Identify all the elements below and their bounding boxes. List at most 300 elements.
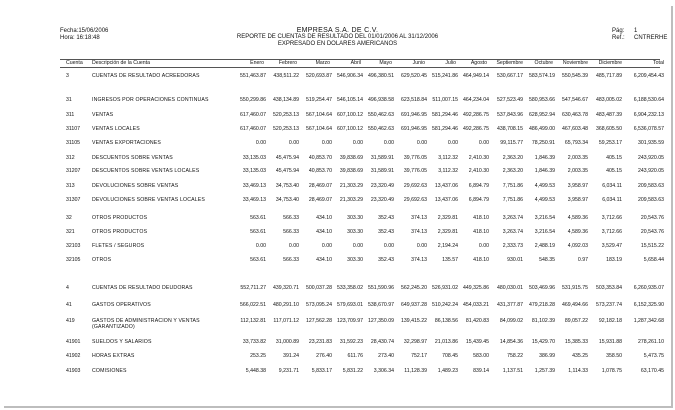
amount-diciembre: 485,717.89 [596, 73, 622, 79]
amount-septiembre: 438,708.15 [497, 126, 523, 132]
amount-abril: 31,592.23 [339, 339, 363, 345]
amount-total: 63,170.45 [640, 368, 664, 374]
amount-octubre: 3,216.54 [534, 229, 555, 235]
account-description: CUENTAS DE RESULTADO DEUDORAS [92, 285, 193, 291]
amount-marzo: 127,562.28 [306, 318, 332, 324]
amount-octubre: 81,102.39 [531, 318, 555, 324]
account-description: SUELDOS Y SALARIOS [92, 339, 152, 345]
amount-marzo: 434.10 [316, 229, 332, 235]
amount-febrero: 34,753.40 [275, 197, 299, 203]
col-header-total: Total [653, 60, 664, 66]
amount-febrero: 45,475.94 [275, 168, 299, 174]
amount-total: 20,543.76 [640, 229, 664, 235]
amount-mayo: 23,320.49 [370, 197, 394, 203]
amount-junio: 29,692.63 [403, 197, 427, 203]
amount-mayo: 0.00 [383, 140, 394, 146]
amount-total: 5,473.75 [643, 353, 664, 359]
amount-agosto: 2,410.30 [468, 168, 489, 174]
amount-agosto: 418.10 [473, 257, 489, 263]
amount-octubre: 486,499.00 [529, 126, 555, 132]
amount-diciembre: 1,078.75 [601, 368, 622, 374]
amount-total: 6,209,454.43 [633, 73, 664, 79]
amount-marzo: 573,095.24 [306, 302, 332, 308]
amount-septiembre: 99,115.77 [500, 140, 523, 146]
account-code: 41902 [66, 353, 81, 359]
amount-mayo: 28,430.74 [370, 339, 394, 345]
amount-mayo: 3,306.34 [373, 368, 394, 374]
amount-marzo: 567,104.64 [306, 126, 332, 132]
amount-febrero: 9,231.71 [278, 368, 299, 374]
amount-enero: 253.25 [250, 353, 266, 359]
amount-abril: 39,838.69 [339, 155, 363, 161]
amount-septiembre: 930.01 [507, 257, 523, 263]
amount-diciembre: 3,712.66 [601, 215, 622, 221]
amount-agosto: 15,439.45 [465, 339, 489, 345]
account-description: GASTOS DE ADMINISTRACION Y VENTAS (GARANTIZADO) [92, 318, 200, 330]
amount-junio: 629,520.45 [401, 73, 427, 79]
amount-octubre: 1,257.39 [534, 368, 555, 374]
amount-octubre: 503,469.96 [529, 285, 555, 291]
amount-diciembre: 92,182.18 [598, 318, 622, 324]
account-code: 41901 [66, 339, 81, 345]
amount-total: 6,152,325.90 [633, 302, 664, 308]
amount-diciembre: 573,237.74 [596, 302, 622, 308]
amount-agosto: 418.10 [473, 229, 489, 235]
col-header-julio: Julio [445, 60, 456, 66]
amount-diciembre: 6,034.11 [602, 197, 622, 203]
amount-noviembre: 3,958.97 [567, 183, 588, 189]
amount-noviembre: 15,385.33 [564, 339, 588, 345]
amount-noviembre: 1,114.33 [568, 368, 588, 374]
amount-julio: 13,437.06 [434, 183, 458, 189]
amount-noviembre: 3,958.97 [567, 197, 588, 203]
amount-junio: 11,128.39 [404, 368, 427, 374]
amount-total: 1,287,342.68 [633, 318, 664, 324]
amount-julio: 13,437.06 [434, 197, 458, 203]
amount-marzo: 567,104.64 [306, 112, 332, 118]
account-description: OTROS PRODUCTOS [92, 229, 148, 235]
amount-abril: 303.30 [347, 229, 363, 235]
amount-noviembre: 630,463.78 [562, 112, 588, 118]
account-code: 41903 [66, 368, 81, 374]
amount-septiembre: 14,854.36 [499, 339, 523, 345]
amount-julio: 0.00 [447, 140, 458, 146]
amount-febrero: 566.33 [283, 215, 299, 221]
amount-diciembre: 358.50 [606, 353, 622, 359]
amount-enero: 33,469.13 [242, 183, 266, 189]
amount-julio: 86,138.56 [434, 318, 458, 324]
amount-octubre: 1,846.39 [534, 155, 555, 161]
amount-febrero: 566.33 [283, 229, 299, 235]
amount-marzo: 40,853.70 [308, 168, 332, 174]
amount-octubre: 628,952.94 [529, 112, 555, 118]
amount-abril: 123,709.97 [337, 318, 363, 324]
amount-mayo: 0.00 [383, 243, 394, 249]
account-code: 31207 [66, 168, 81, 174]
amount-marzo: 5,833.17 [311, 368, 332, 374]
amount-enero: 617,460.07 [240, 126, 266, 132]
amount-octubre: 583,574.19 [529, 73, 555, 79]
amount-diciembre: 6,034.11 [602, 183, 622, 189]
amount-noviembre: 4,092.03 [567, 243, 588, 249]
amount-agosto: 464,234.04 [463, 97, 489, 103]
amount-septiembre: 2,363.20 [502, 168, 523, 174]
amount-julio: 3,112.32 [438, 168, 458, 174]
amount-octubre: 479,218.28 [529, 302, 555, 308]
amount-enero: 0.00 [255, 243, 266, 249]
amount-octubre: 386.99 [539, 353, 555, 359]
amount-enero: 563.61 [250, 257, 266, 263]
amount-mayo: 352.43 [378, 229, 394, 235]
amount-febrero: 117,071.12 [273, 318, 299, 324]
amount-septiembre: 3,263.74 [502, 215, 523, 221]
amount-enero: 566,022.51 [240, 302, 266, 308]
amount-total: 243,920.05 [638, 168, 664, 174]
amount-enero: 112,132.81 [240, 318, 266, 324]
amount-septiembre: 84,099.02 [499, 318, 523, 324]
amount-diciembre: 3,529.47 [601, 243, 622, 249]
amount-noviembre: 467,603.48 [562, 126, 588, 132]
amount-septiembre: 537,843.96 [497, 112, 523, 118]
amount-octubre: 15,429.70 [531, 339, 555, 345]
amount-abril: 546,906.34 [337, 73, 363, 79]
amount-agosto: 2,410.30 [468, 155, 489, 161]
amount-enero: 563.61 [250, 229, 266, 235]
amount-total: 6,904,232.13 [633, 112, 664, 118]
amount-julio: 581,294.46 [432, 126, 458, 132]
amount-noviembre: 547,546.67 [562, 97, 588, 103]
account-code: 32 [66, 215, 72, 221]
amount-octubre: 2,488.19 [534, 243, 555, 249]
account-code: 419 [66, 318, 75, 324]
account-code: 3 [66, 73, 69, 79]
account-code: 32105 [66, 257, 81, 263]
amount-diciembre: 483,487.39 [596, 112, 622, 118]
amount-total: 5,658.44 [643, 257, 664, 263]
amount-noviembre: 4,589.36 [567, 215, 588, 221]
amount-diciembre: 368,605.50 [596, 126, 622, 132]
amount-junio: 29,692.63 [403, 183, 427, 189]
amount-abril: 0.00 [352, 140, 363, 146]
amount-marzo: 28,469.07 [308, 197, 332, 203]
company-name: EMPRESA S.A. DE C.V. [296, 27, 379, 34]
amount-febrero: 31,000.89 [275, 339, 299, 345]
ref-value: CNTRERHE [634, 35, 668, 41]
col-header-mayo: Mayo [379, 60, 392, 66]
amount-marzo: 0.00 [321, 243, 332, 249]
amount-mayo: 538,670.97 [368, 302, 394, 308]
amount-junio: 623,518.84 [401, 97, 427, 103]
amount-noviembre: 0.97 [577, 257, 588, 263]
amount-julio: 708.45 [442, 353, 458, 359]
amount-septiembre: 527,523.49 [497, 97, 523, 103]
amount-abril: 579,693.01 [337, 302, 363, 308]
col-header-septiembre: Septiembre [496, 60, 523, 66]
amount-septiembre: 758.22 [507, 353, 523, 359]
amount-febrero: 391.24 [283, 353, 299, 359]
amount-octubre: 4,499.53 [534, 197, 555, 203]
col-header-enero: Enero [250, 60, 264, 66]
amount-mayo: 496,938.58 [368, 97, 394, 103]
col-header-agosto: Agosto [470, 60, 487, 66]
account-code: 31307 [66, 197, 81, 203]
amount-junio: 691,946.95 [401, 112, 427, 118]
amount-julio: 2,329.81 [437, 215, 458, 221]
amount-abril: 611.76 [347, 353, 363, 359]
amount-enero: 617,460.07 [240, 112, 266, 118]
amount-total: 6,188,530.64 [633, 97, 664, 103]
amount-total: 15,515.22 [640, 243, 664, 249]
amount-enero: 551,463.87 [240, 73, 266, 79]
amount-noviembre: 4,589.36 [567, 229, 588, 235]
amount-marzo: 519,254.47 [306, 97, 332, 103]
account-code: 31105 [66, 140, 81, 146]
account-code: 31 [66, 97, 72, 103]
amount-mayo: 127,350.09 [368, 318, 394, 324]
amount-mayo: 273.40 [378, 353, 394, 359]
amount-abril: 533,358.02 [337, 285, 363, 291]
amount-total: 209,583.63 [638, 183, 664, 189]
amount-marzo: 23,231.83 [308, 339, 332, 345]
amount-agosto: 583.00 [473, 353, 489, 359]
account-description: VENTAS [92, 112, 114, 118]
amount-diciembre: 15,931.88 [598, 339, 622, 345]
amount-abril: 5,831.22 [342, 368, 363, 374]
account-code: 32103 [66, 243, 81, 249]
amount-total: 243,920.05 [638, 155, 664, 161]
account-description: DESCUENTOS SOBRE VENTAS LOCALES [92, 168, 200, 174]
amount-enero: 5,448.38 [245, 368, 266, 374]
account-description: COMISIONES [92, 368, 127, 374]
account-description: DESCUENTOS SOBRE VENTAS [92, 155, 173, 161]
page-label: Pág: [612, 28, 625, 34]
amount-abril: 21,303.29 [339, 197, 363, 203]
amount-noviembre: 2,003.35 [567, 168, 588, 174]
amount-noviembre: 2,003.35 [567, 155, 588, 161]
amount-noviembre: 89,057.22 [564, 318, 588, 324]
amount-enero: 33,135.03 [242, 168, 266, 174]
account-code: 321 [66, 229, 75, 235]
amount-noviembre: 435.25 [572, 353, 588, 359]
amount-junio: 691,946.95 [401, 126, 427, 132]
amount-marzo: 40,853.70 [308, 155, 332, 161]
amount-septiembre: 1,137.51 [502, 368, 523, 374]
amount-abril: 303.30 [347, 215, 363, 221]
account-description: INGRESOS POR OPERACIONES CONTINUAS [92, 97, 209, 103]
amount-septiembre: 2,333.73 [502, 243, 523, 249]
amount-agosto: 81,420.83 [465, 318, 489, 324]
amount-junio: 0.00 [416, 140, 427, 146]
amount-julio: 581,294.46 [432, 112, 458, 118]
account-description: FLETES / SEGUROS [92, 243, 145, 249]
amount-total: 278,261.10 [638, 339, 664, 345]
time-value: 16:18:48 [76, 35, 100, 41]
col-header-febrero: Febrero [278, 60, 297, 66]
amount-julio: 510,242.24 [432, 302, 458, 308]
col-header-marzo: Marzo [315, 60, 330, 66]
amount-mayo: 23,320.49 [370, 183, 394, 189]
amount-mayo: 550,462.63 [368, 126, 394, 132]
account-description: VENTAS EXPORTACIONES [92, 140, 162, 146]
account-description: OTROS PRODUCTOS [92, 215, 148, 221]
amount-diciembre: 405.15 [606, 168, 622, 174]
amount-mayo: 496,380.51 [368, 73, 394, 79]
amount-agosto: 0.00 [478, 140, 489, 146]
amount-abril: 607,100.12 [337, 126, 363, 132]
ref-label: Ref.: [612, 35, 625, 41]
amount-noviembre: 469,494.66 [562, 302, 588, 308]
amount-enero: 33,733.82 [242, 339, 266, 345]
amount-junio: 139,415.22 [401, 318, 427, 324]
amount-agosto: 454,033.21 [463, 302, 489, 308]
amount-total: 6,260,935.07 [633, 285, 664, 291]
amount-mayo: 352.43 [378, 215, 394, 221]
amount-agosto: 492,286.75 [463, 126, 489, 132]
amount-enero: 550,299.86 [240, 97, 266, 103]
amount-enero: 0.00 [255, 140, 266, 146]
amount-febrero: 0.00 [288, 140, 299, 146]
amount-febrero: 520,253.13 [273, 112, 299, 118]
amount-julio: 2,329.81 [437, 229, 458, 235]
amount-marzo: 28,469.07 [308, 183, 332, 189]
amount-junio: 39,776.05 [403, 155, 427, 161]
amount-marzo: 520,693.87 [306, 73, 332, 79]
report-subtitle: EXPRESADO EN DOLARES AMERICANOS [277, 41, 398, 47]
amount-mayo: 352.43 [378, 257, 394, 263]
amount-marzo: 276.40 [316, 353, 332, 359]
col-header-junio: Junio [412, 60, 425, 66]
amount-octubre: 1,846.39 [534, 168, 555, 174]
account-code: 31107 [66, 126, 81, 132]
amount-mayo: 551,590.96 [368, 285, 394, 291]
amount-febrero: 34,753.40 [275, 183, 299, 189]
amount-octubre: 548.35 [539, 257, 555, 263]
amount-febrero: 0.00 [288, 243, 299, 249]
amount-agosto: 449,325.86 [463, 285, 489, 291]
amount-febrero: 480,291.10 [273, 302, 299, 308]
amount-mayo: 31,589.91 [370, 168, 394, 174]
amount-julio: 2,194.24 [437, 243, 458, 249]
amount-total: 301,935.59 [638, 140, 664, 146]
amount-febrero: 438,511.22 [273, 73, 299, 79]
amount-abril: 607,100.12 [337, 112, 363, 118]
amount-mayo: 550,462.63 [368, 112, 394, 118]
amount-junio: 0.00 [416, 243, 427, 249]
account-code: 311 [66, 112, 75, 118]
amount-junio: 39,776.05 [403, 168, 427, 174]
report-title: REPORTE DE CUENTAS DE RESULTADO DEL 01/01/2006 AL 31/12/2006 [236, 34, 439, 40]
account-code: 312 [66, 155, 75, 161]
amount-febrero: 566.33 [283, 257, 299, 263]
amount-febrero: 438,134.89 [273, 97, 299, 103]
amount-enero: 33,469.13 [242, 197, 266, 203]
col-header-descripcion: Descripción de la Cuenta [92, 60, 150, 66]
amount-abril: 39,838.69 [339, 168, 363, 174]
amount-junio: 374.13 [411, 215, 427, 221]
amount-abril: 21,303.29 [339, 183, 363, 189]
amount-abril: 546,105.14 [337, 97, 363, 103]
amount-diciembre: 503,353.84 [596, 285, 622, 291]
account-description: DEVOLUCIONES SOBRE VENTAS [92, 183, 179, 189]
amount-octubre: 3,216.54 [534, 215, 555, 221]
amount-septiembre: 480,030.01 [497, 285, 523, 291]
amount-enero: 563.61 [250, 215, 266, 221]
amount-mayo: 31,589.91 [370, 155, 394, 161]
amount-junio: 374.13 [411, 229, 427, 235]
amount-enero: 33,135.03 [242, 155, 266, 161]
account-description: OTROS [92, 257, 112, 263]
amount-febrero: 439,320.71 [273, 285, 299, 291]
amount-total: 20,543.76 [640, 215, 664, 221]
amount-agosto: 6,894.79 [468, 197, 489, 203]
amount-noviembre: 550,545.39 [562, 73, 588, 79]
amount-septiembre: 2,363.20 [502, 155, 523, 161]
amount-marzo: 500,037.28 [306, 285, 332, 291]
account-code: 313 [66, 183, 75, 189]
amount-diciembre: 405.15 [606, 155, 622, 161]
amount-octubre: 78,250.91 [531, 140, 555, 146]
amount-marzo: 0.00 [321, 140, 332, 146]
amount-enero: 552,711.27 [240, 285, 266, 291]
page-number: 1 [634, 28, 638, 34]
amount-julio: 515,241.86 [432, 73, 458, 79]
amount-febrero: 520,253.13 [273, 126, 299, 132]
date-value: 15/06/2006 [78, 28, 109, 34]
amount-julio: 511,007.15 [432, 97, 458, 103]
amount-agosto: 839.14 [473, 368, 489, 374]
account-description: VENTAS LOCALES [92, 126, 140, 132]
account-code: 41 [66, 302, 72, 308]
account-description: DEVOLUCIONES SOBRE VENTAS LOCALES [92, 197, 205, 203]
amount-diciembre: 483,005.02 [596, 97, 622, 103]
amount-junio: 32,298.97 [403, 339, 427, 345]
account-description: HORAS EXTRAS [92, 353, 135, 359]
amount-abril: 0.00 [352, 243, 363, 249]
amount-julio: 526,931.02 [432, 285, 458, 291]
amount-septiembre: 530,667.17 [497, 73, 523, 79]
amount-agosto: 0.00 [478, 243, 489, 249]
amount-agosto: 464,949.14 [463, 73, 489, 79]
account-description: CUENTAS DE RESULTADO ACREEDORAS [92, 73, 200, 79]
time-label: Hora: [60, 35, 75, 41]
amount-diciembre: 183.19 [606, 257, 622, 263]
date-label: Fecha: [60, 28, 79, 34]
amount-total: 6,536,078.57 [633, 126, 664, 132]
col-header-cuenta: Cuenta [66, 60, 83, 66]
amount-octubre: 4,499.53 [534, 183, 555, 189]
amount-julio: 21,013.86 [434, 339, 458, 345]
amount-septiembre: 431,377.87 [497, 302, 523, 308]
amount-septiembre: 3,263.74 [502, 229, 523, 235]
amount-agosto: 492,286.75 [463, 112, 489, 118]
account-code: 4 [66, 285, 69, 291]
amount-agosto: 418.10 [473, 215, 489, 221]
amount-septiembre: 7,751.86 [502, 197, 523, 203]
col-header-octubre: Octubre [534, 60, 553, 66]
amount-julio: 3,112.32 [438, 155, 458, 161]
amount-junio: 562,245.20 [401, 285, 427, 291]
amount-noviembre: 65,793.34 [564, 140, 588, 146]
amount-marzo: 434.10 [316, 215, 332, 221]
amount-marzo: 434.10 [316, 257, 332, 263]
amount-junio: 374.13 [411, 257, 427, 263]
amount-noviembre: 531,915.75 [562, 285, 588, 291]
amount-octubre: 580,953.66 [529, 97, 555, 103]
col-header-diciembre: Diciembre [598, 60, 622, 66]
amount-agosto: 6,894.79 [468, 183, 489, 189]
amount-junio: 649,937.28 [401, 302, 427, 308]
amount-diciembre: 3,712.66 [601, 229, 622, 235]
